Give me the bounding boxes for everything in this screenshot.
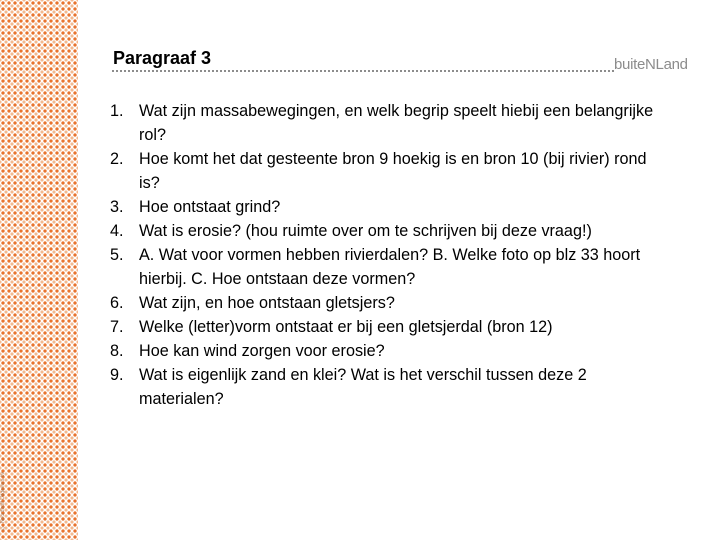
question-number: 8. bbox=[110, 342, 124, 360]
question-text: Wat is eigenlijk zand en klei? Wat is het verschil tussen deze 2 materialen? bbox=[139, 366, 587, 408]
question-item bbox=[110, 99, 670, 147]
brand-logo: buiteNLand bbox=[614, 56, 688, 73]
question-item bbox=[110, 243, 670, 291]
slide-title: Paragraaf 3 bbox=[113, 48, 212, 68]
question-item bbox=[110, 363, 670, 411]
side-caption bbox=[0, 0, 10, 540]
title-divider bbox=[112, 70, 614, 72]
question-list bbox=[110, 99, 670, 411]
question-number: 2. bbox=[110, 150, 124, 168]
question-number: 9. bbox=[110, 366, 124, 384]
question-item bbox=[110, 219, 670, 243]
question-number: 6. bbox=[110, 294, 124, 312]
question-text: Hoe ontstaat grind? bbox=[139, 198, 281, 216]
question-text: Wat zijn massabewegingen, en welk begrip speelt hiebij een belangrijke rol? bbox=[139, 102, 654, 144]
question-item bbox=[110, 291, 670, 315]
question-item bbox=[110, 315, 670, 339]
question-text: Wat zijn, en hoe ontstaan gletsjers? bbox=[139, 294, 395, 312]
question-text: Hoe komt het dat gesteente bron 9 hoekig is en bron 10 (bij rivier) rond is? bbox=[139, 150, 647, 192]
question-item bbox=[110, 339, 670, 363]
question-number: 1. bbox=[110, 102, 124, 120]
question-item bbox=[110, 147, 670, 195]
question-text: Welke (letter)vorm ontstaat er bij een gletsjerdal (bron 12) bbox=[139, 318, 553, 336]
question-item bbox=[110, 195, 670, 219]
side-caption-text: © Noordhoff Uitgevers bv bbox=[0, 471, 6, 530]
question-number: 5. bbox=[110, 246, 124, 264]
question-text: Hoe kan wind zorgen voor erosie? bbox=[139, 342, 385, 360]
decorative-dot-stripe bbox=[0, 0, 78, 540]
question-number: 4. bbox=[110, 222, 124, 240]
question-text: Wat is erosie? (hou ruimte over om te schrijven bij deze vraag!) bbox=[139, 222, 592, 240]
question-number: 3. bbox=[110, 198, 124, 216]
question-number: 7. bbox=[110, 318, 124, 336]
question-text: A. Wat voor vormen hebben rivierdalen? B. Welke foto op blz 33 hoort hierbij. C. Hoe ontstaan deze vormen? bbox=[139, 246, 641, 288]
